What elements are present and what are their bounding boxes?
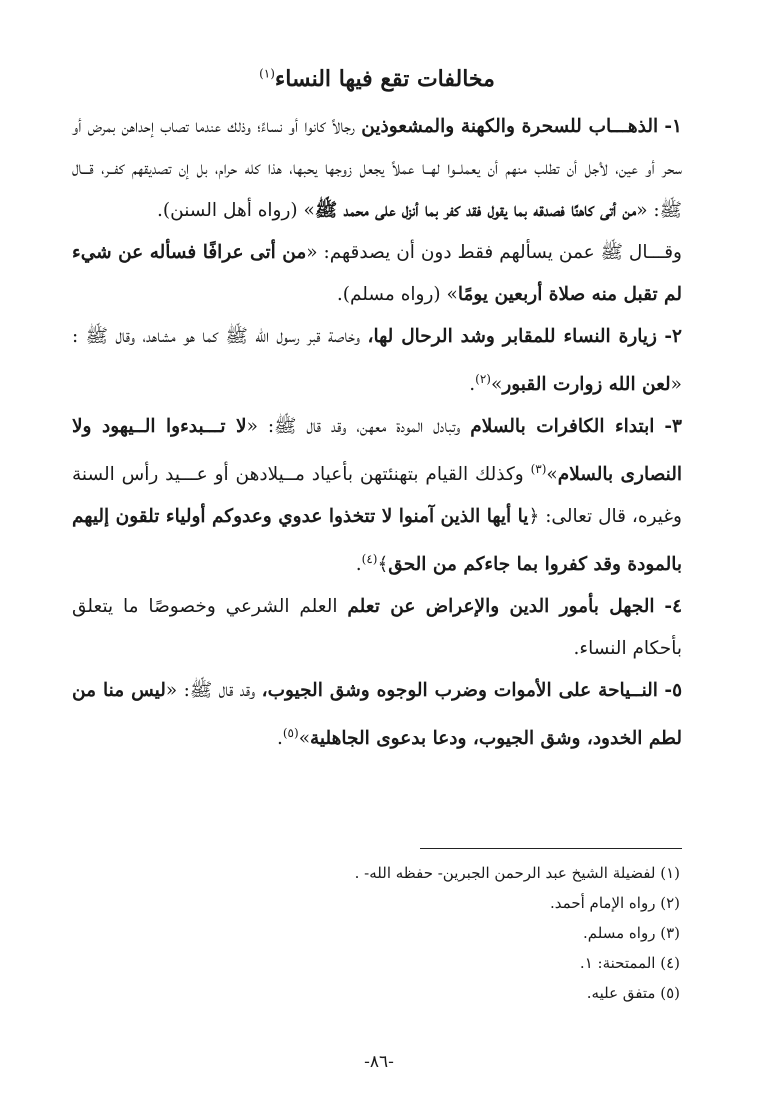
item-5-number: ٥- [664, 680, 682, 702]
item-3-verse: يا أيها الذين آمنوا لا تتخذوا عدوي وعدوكم أولياء تلقون إليهم بالمودة وقد كفروا بما جاءكم من الحق [72, 506, 682, 576]
footnote-divider [420, 848, 682, 849]
item-1-text: رجالاً كانوا أو نساءً؛ وذلك عندما تصاب إحداهن بمرض أو سحر أو عين، لأجل أن تطلب منهم أن يعملــوا لهــا عملاً يجعل زوجها يحبها، هذا كله حرام، بل إن تصديقهم كفــر، قـــال ﷺ: « [72, 116, 682, 221]
title-footnote-ref: (١) [259, 66, 275, 81]
page-body [72, 60, 682, 761]
item-5-tail: . [276, 728, 283, 750]
footnote-4: (٤) الممتحنة: ١. [579, 954, 680, 972]
item-5-footnote-ref: (٥) [282, 726, 299, 741]
item-2-number: ٢- [664, 326, 682, 347]
item-4-number: ٤- [664, 596, 682, 618]
item-2-hadith: لعن الله زوارت القبور [502, 374, 671, 396]
item-2-text: وخاصة قبر رسول الله ﷺ كما هو مشاهد، وقال ﷺ : « [72, 326, 682, 396]
item-3-tail: . [355, 554, 362, 576]
item-2-footnote-ref: (٢) [475, 372, 491, 386]
item-4-heading: الجهل بأمور الدين والإعراض عن تعلم [347, 596, 655, 618]
item-3-number: ٣- [664, 416, 682, 438]
page-number: -٨٦- [364, 1052, 394, 1072]
item-2-tail: . [469, 374, 476, 396]
item-3-verse-close: ﴾ [377, 554, 389, 576]
item-2-close: » [490, 374, 503, 396]
footnote-2: (٢) رواه الإمام أحمد. [550, 894, 680, 912]
item-1b-text: وقـــال ﷺ عمن يسألهم فقط دون أن يصدقهم: « [306, 242, 682, 263]
item-2-heading: زيارة النساء للمقابر وشد الرحال لها، [367, 326, 657, 347]
page-title: مخالفات تقع فيها النساء$^{(١)}$ [259, 66, 495, 92]
item-1-number: ١- [664, 116, 682, 137]
item-1-heading: الذهـــاب للسحرة والكهنة والمشعوذين [361, 116, 659, 137]
item-3-text-2: وكذلك القيام بتهنئتهن بأعياد مــيلادهن أو عـــيد رأس السنة وغيره، قال تعالى: ﴿ [72, 464, 682, 528]
item-3-footnote-ref-2: (٤) [361, 552, 378, 567]
item-5-paragraph [72, 670, 682, 760]
item-1b-source: » (رواه مسلم). [336, 284, 458, 305]
item-5-hadith: ليس منا من لطم الخدود، وشق الجيوب، ودعا بدعوى الجاهلية [72, 680, 682, 750]
item-5-heading: النــياحة على الأموات وضرب الوجوه وشق الجيوب، [261, 680, 658, 702]
item-1-paragraph [72, 106, 682, 232]
item-1b-hadith: من أتى عرافًا فسأله عن شيء لم تقبل منه صلاة أربعين يومًا [72, 242, 682, 305]
item-3-hadith: لا تـــبدءوا الــيهود ولا النصارى بالسلام [72, 416, 683, 486]
item-2-paragraph [72, 316, 682, 406]
footnotes [120, 858, 680, 1008]
item-3-heading: ابتداء الكافرات بالسلام [470, 416, 655, 438]
item-4-paragraph [72, 586, 682, 670]
item-1-hadith: من أتى كاهنًا فصدقه بما يقول فقد كفر بما أنزل على محمد ﷺ [314, 200, 637, 221]
item-3-paragraph [72, 406, 682, 586]
item-1-source: » (رواه أهل السنن). [157, 200, 315, 221]
item-1b-paragraph [72, 232, 682, 316]
footnote-1: (١) لفضيلة الشيخ عبد الرحمن الجبرين- حفظه الله- . [354, 864, 680, 882]
item-3-text: وتبادل المودة معهن، وقد قال ﷺ: « [246, 416, 461, 438]
footnote-3: (٣) رواه مسلم. [583, 924, 680, 942]
item-3-footnote-ref: (٣) [530, 462, 547, 477]
item-5-text: وقد قال ﷺ: « [165, 680, 256, 702]
item-5-close: » [298, 728, 311, 750]
footnote-5: (٥) متفق عليه. [586, 984, 680, 1002]
item-3-close: » [546, 464, 558, 486]
item-4-text: العلم الشرعي وخصوصًا ما يتعلق بأحكام النساء. [72, 596, 682, 660]
